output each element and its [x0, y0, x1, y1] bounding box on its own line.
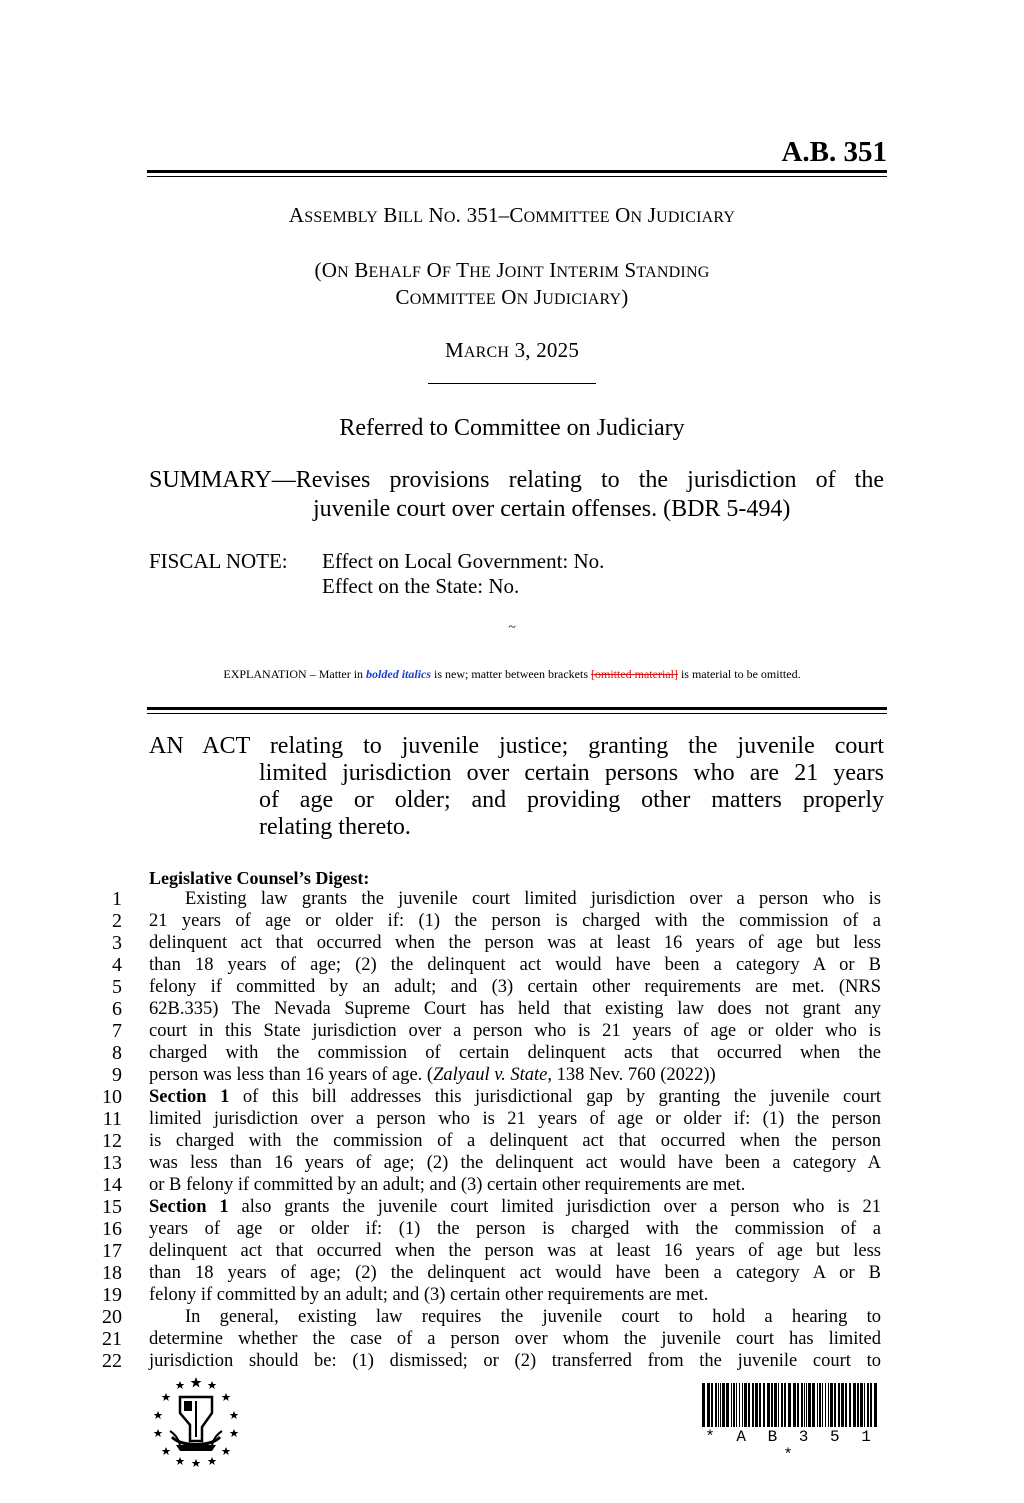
barcode-bar: [808, 1383, 811, 1427]
barcode-bar: [739, 1383, 740, 1427]
barcode-bar: [715, 1383, 717, 1427]
bill-date: MARCH 3, 2025: [444, 338, 580, 362]
digest-line: [95, 1064, 885, 1086]
barcode-bar: [781, 1383, 783, 1427]
digest-line-text: court in this State jurisdiction over a person who is 21 years of age or older who is: [149, 1021, 881, 1041]
barcode-bar: [860, 1383, 863, 1427]
fiscal-note-label: FISCAL NOTE:: [149, 549, 288, 573]
line-number: 15: [102, 1196, 122, 1218]
line-number: 7: [112, 1020, 122, 1042]
digest-line: [95, 1130, 885, 1152]
barcode-bar: [788, 1383, 791, 1427]
digest-line: [95, 1196, 885, 1218]
line-number: 4: [112, 954, 122, 976]
barcode-bar: [867, 1383, 869, 1427]
barcode-bar: [702, 1383, 705, 1427]
barcode-bar: [784, 1383, 786, 1427]
line-number: 12: [102, 1130, 122, 1152]
barcode-bar: [825, 1383, 826, 1427]
line-number: 2: [112, 910, 122, 932]
fiscal-state-effect: Effect on the State: No.: [322, 574, 520, 598]
digest-line-text: than 18 years of age; (2) the delinquent act would have been a category A or B: [149, 955, 881, 975]
digest-line: [95, 1020, 885, 1042]
digest-line: [95, 1108, 885, 1130]
barcode-bar: [845, 1383, 847, 1427]
barcode-bar: [711, 1383, 713, 1427]
explanation-middle: is new; matter between brackets: [431, 667, 591, 681]
digest-line: [95, 1306, 885, 1328]
digest-line-text: years of age or older if: (1) the person is charged with the commission of a: [149, 1219, 881, 1239]
line-number: 1: [112, 888, 122, 910]
header-rule-thick: [147, 170, 887, 173]
line-number: 21: [102, 1328, 122, 1350]
barcode-bar: [771, 1383, 773, 1427]
digest-line-text: delinquent act that occurred when the person was at least 16 years of age but less: [149, 1241, 881, 1261]
explanation-note: [0, 667, 1024, 682]
barcode-bar: [733, 1383, 735, 1427]
header-rule-thin: [147, 176, 887, 177]
barcode-bar: [742, 1383, 743, 1427]
barcode-bar: [759, 1383, 761, 1427]
barcode-bar: [731, 1383, 732, 1427]
barcode-bar: [801, 1383, 803, 1427]
bill-number: A.B. 351: [781, 136, 887, 168]
act-line-3: of age or older; and providing other matters properly: [259, 787, 884, 813]
explanation-omitted-text: [omitted material]: [590, 667, 678, 681]
digest-line: [95, 1086, 885, 1108]
line-number: 6: [112, 998, 122, 1020]
explanation-new-text: bolded italics: [366, 667, 432, 681]
barcode-bar: [793, 1383, 796, 1427]
digest-line: [95, 976, 885, 998]
digest-line: [95, 1218, 885, 1240]
digest-line: [95, 1174, 885, 1196]
digest-line-text: charged with the commission of certain delinquent acts that occurred when the: [149, 1043, 881, 1063]
digest-line-text: Section 1 of this bill addresses this jurisdictional gap by granting the juvenile court: [149, 1087, 881, 1107]
barcode-bar: [849, 1383, 851, 1427]
barcode-bar: [819, 1383, 821, 1427]
explanation-rule-thick: [147, 707, 887, 710]
barcode-text: * A B 3 5 1 *: [705, 1428, 877, 1464]
barcode-bar: [755, 1383, 758, 1427]
line-number: 22: [102, 1350, 122, 1372]
barcode-bar: [797, 1383, 799, 1427]
barcode-bar: [828, 1383, 829, 1427]
date-rule: [428, 383, 596, 384]
digest-line-text: In general, existing law requires the juvenile court to hold a hearing to: [185, 1307, 881, 1327]
barcode-bar: [752, 1383, 754, 1427]
line-number: 8: [112, 1042, 122, 1064]
fiscal-local-effect: Effect on Local Government: No.: [322, 549, 605, 573]
line-number: 11: [102, 1108, 122, 1130]
digest-line-text: delinquent act that occurred when the person was at least 16 years of age but less: [149, 933, 881, 953]
line-number: 3: [112, 932, 122, 954]
summary-line-2: juvenile court over certain offenses. (BDR 5-494): [313, 496, 791, 522]
bill-title: ASSEMBLY BILL NO. 351–COMMITTEE ON JUDICIARY: [288, 203, 736, 227]
barcode-bar: [853, 1383, 856, 1427]
barcode-bar: [726, 1383, 729, 1427]
digest-line-text: is charged with the commission of a delinquent act that occurred when the person: [149, 1131, 881, 1151]
digest-line-text: 21 years of age or older if: (1) the person is charged with the commission of a: [149, 911, 881, 931]
barcode-bar: [874, 1383, 877, 1427]
barcode-bar: [736, 1383, 737, 1427]
digest-line-text: felony if committed by an adult; and (3) certain other requirements are met.: [149, 1285, 709, 1305]
digest-line: [95, 1284, 885, 1306]
digest-heading: Legislative Counsel’s Digest:: [149, 868, 370, 888]
digest-line-text: was less than 16 years of age; (2) the delinquent act would have been a category A: [149, 1153, 881, 1173]
digest-line: [95, 1240, 885, 1262]
digest-line: [95, 1042, 885, 1064]
barcode-bar: [720, 1383, 721, 1427]
barcode-bar: [834, 1383, 836, 1427]
tilde-separator: ~: [508, 620, 516, 635]
barcode-bar: [812, 1383, 815, 1427]
digest-line: [95, 998, 885, 1020]
digest-line-text: person was less than 16 years of age. (Zalyaul v. State, 138 Nev. 760 (2022)): [149, 1065, 716, 1085]
line-number: 5: [112, 976, 122, 998]
digest-line-text: Section 1 also grants the juvenile court limited jurisdiction over a person who is 21: [149, 1197, 881, 1217]
digest-line-text: limited jurisdiction over a person who is 21 years of age or older if: (1) the person: [149, 1109, 881, 1129]
digest-line: [95, 888, 885, 910]
line-number: 9: [112, 1064, 122, 1086]
act-line-1: AN ACT relating to juvenile justice; granting the juvenile court: [149, 733, 884, 759]
line-number: 19: [102, 1284, 122, 1306]
explanation-prefix: EXPLANATION – Matter in: [223, 667, 367, 681]
barcode-bar: [870, 1383, 872, 1427]
digest-line-text: jurisdiction should be: (1) dismissed; or (2) transferred from the juvenile court to: [149, 1351, 881, 1371]
explanation-suffix: is material to be omitted.: [677, 667, 801, 681]
barcode-bar: [778, 1383, 779, 1427]
digest-line-text: or B felony if committed by an adult; and (3) certain other requirements are met.: [149, 1175, 746, 1195]
barcode-bar: [857, 1383, 859, 1427]
barcode-bar: [774, 1383, 777, 1427]
barcode-bar: [744, 1383, 747, 1427]
digest-line-text: Existing law grants the juvenile court limited jurisdiction over a person who is: [185, 889, 881, 909]
digest-line: [95, 1262, 885, 1284]
barcode-bar: [806, 1383, 807, 1427]
barcode-bar: [748, 1383, 750, 1427]
barcode-bar: [817, 1383, 818, 1427]
barcode-bar: [830, 1383, 833, 1427]
digest-line-text: felony if committed by an adult; and (3) certain other requirements are met. (NRS: [149, 977, 881, 997]
barcode-bar: [722, 1383, 725, 1427]
barcode-bar: [767, 1383, 770, 1427]
digest-line-text: determine whether the case of a person over whom the juvenile court has limited: [149, 1329, 881, 1349]
barcode-icon: [702, 1383, 878, 1427]
digest-line: [95, 932, 885, 954]
digest-line-text: 62B.335) The Nevada Supreme Court has held that existing law does not grant any: [149, 999, 881, 1019]
line-number: 10: [102, 1086, 122, 1108]
behalf-line-1: (ON BEHALF OF THE JOINT INTERIM STANDING: [314, 258, 710, 282]
digest-line: [95, 954, 885, 976]
referred-to-committee: Referred to Committee on Judiciary: [339, 415, 685, 441]
act-line-4: relating thereto.: [259, 814, 411, 840]
barcode-bar: [822, 1383, 823, 1427]
behalf-line-2: COMMITTEE ON JUDICIARY): [395, 285, 629, 309]
line-number: 16: [102, 1218, 122, 1240]
barcode-bar: [804, 1383, 805, 1427]
barcode-bar: [707, 1383, 710, 1427]
digest-line: [95, 1350, 885, 1372]
digest-line: [95, 910, 885, 932]
barcode-bar: [718, 1383, 719, 1427]
line-number: 20: [102, 1306, 122, 1328]
barcode-bar: [841, 1383, 844, 1427]
line-number: 18: [102, 1262, 122, 1284]
explanation-rule-thin: [147, 713, 887, 714]
line-number: 17: [102, 1240, 122, 1262]
barcode-bar: [864, 1383, 865, 1427]
digest-line-text: than 18 years of age; (2) the delinquent act would have been a category A or B: [149, 1263, 881, 1283]
act-line-2: limited jurisdiction over certain persons who are 21 years: [259, 760, 884, 786]
line-number: 13: [102, 1152, 122, 1174]
summary-line-1: SUMMARY—Revises provisions relating to the jurisdiction of the: [149, 467, 884, 493]
digest-line: [95, 1328, 885, 1350]
nevada-seal-icon: [150, 1375, 242, 1467]
barcode-bar: [763, 1383, 765, 1427]
digest-line: [95, 1152, 885, 1174]
line-number: 14: [102, 1174, 122, 1196]
barcode-bar: [838, 1383, 840, 1427]
